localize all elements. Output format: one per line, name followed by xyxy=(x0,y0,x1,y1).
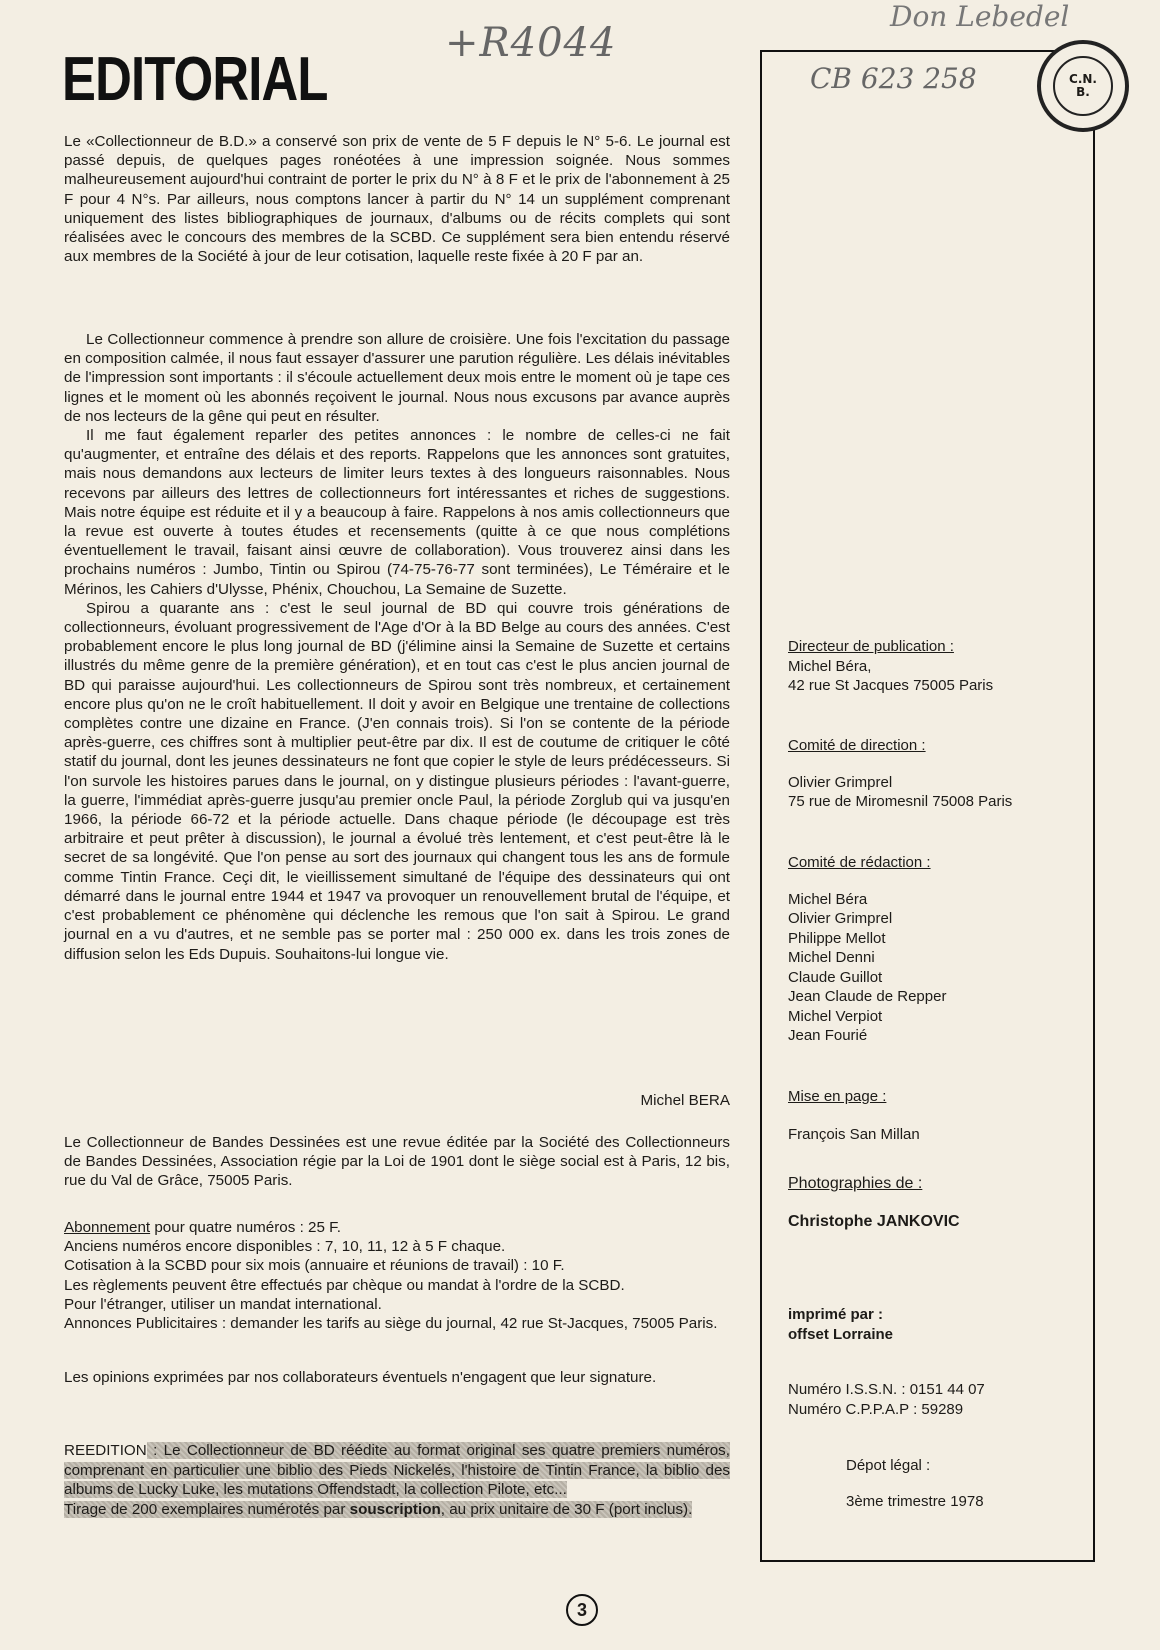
subscription-line: Pour l'étranger, utiliser un mandat international. xyxy=(64,1295,382,1313)
intro-paragraph: Le «Collectionneur de B.D.» a conservé son prix de vente de 5 F depuis le N° 5-6. Le journal est passé depuis, de quelques pages ronéotées à une impression soignée. Nous sommes malheureusement aujourd'hui contraint de porter le prix du N° à 8 F et le prix de l'abonnement à 25 F pour 4 N°s. Par ailleurs, nous comptons lancer à partir du N° 14 un supplément comprenant uniquement des listes bibliographiques de journaux, d'albums ou de récits complets qui sont réalisées avec le concours des membres de la SCBD. Ce supplément sera bien entendu réservé aux membres de la Société à jour de leur cotisation, laquelle reste fixée à 20 F par an. xyxy=(64,133,730,266)
management-committee-name: Olivier Grimprel xyxy=(788,773,893,791)
subscription-price: pour quatre numéros : 25 F. xyxy=(150,1219,341,1236)
committee-member: Michel Béra xyxy=(788,890,868,908)
layout-label: Mise en page : xyxy=(788,1088,887,1105)
reedition-souscription: souscription xyxy=(349,1500,441,1518)
management-committee-section xyxy=(788,736,1012,812)
handwritten-library-code: CB 623 258 xyxy=(810,62,977,95)
committee-member: Michel Denni xyxy=(788,949,875,966)
cppap-number: Numéro C.P.P.A.P : 59289 xyxy=(788,1400,964,1418)
reedition-text: : Le Collectionneur de BD réédite au format original ses quatre premiers numéros, comprenant en particulier une biblio des Pieds Nickelés, l'histoire de Tintin France, la biblio des albums de Lucky Luke, les mutations Offendstadt, la collection Pilote, etc... xyxy=(64,1442,730,1498)
director-section xyxy=(788,637,993,696)
issn-number: Numéro I.S.S.N. : 0151 44 07 xyxy=(788,1381,985,1398)
committee-member: Michel Verpiot xyxy=(788,1007,883,1025)
committee-member: Jean Fourié xyxy=(788,1027,868,1044)
legal-deposit-label: Dépot légal : xyxy=(846,1457,931,1474)
page-number: 3 xyxy=(566,1594,598,1626)
committee-member: Philippe Mellot xyxy=(788,929,886,947)
reedition-notice xyxy=(64,1441,730,1519)
reedition-price: , au prix unitaire de 30 F (port inclus). xyxy=(440,1500,693,1518)
committee-member: Claude Guillot xyxy=(788,968,883,986)
subscription-line: Annonces Publicitaires : demander les tarifs au siège du journal, 42 rue St-Jacques, 75005 Paris. xyxy=(64,1315,718,1333)
subscription-line: Les règlements peuvent être effectués par chèque ou mandat à l'ordre de la SCBD. xyxy=(64,1276,625,1294)
editorial-committee-label: Comité de rédaction : xyxy=(788,854,931,871)
editorial-paragraph: Il me faut également reparler des petites annonces : le nombre de celles-ci ne fait qu'augmenter, et entraîne des délais et des reports. Rappelons que les annonces sont gratuites, mais nous demandons aux lecteurs de limiter leurs textes à des longueurs raisonnables. Nous recevons par ailleurs des lettres de collectionneurs fort intéressantes et riches de suggestions. Mais notre équipe est réduite et il y a beaucoup à faire. Rappelons à nos amis collectionneurs que la revue est ouverte à toutes études et recensements (quitte à ce que nous complétions éventuellement le travail, faisant ainsi œuvre de collaboration). Vous trouverez ainsi dans les prochains numéros : Jumbo, Tintin ou Spirou (74-75-76-77 sont terminées), Le Téméraire et le Mérinos, les Cahiers d'Ulysse, Phénix, Chouchou, La Semaine de Suzette. xyxy=(64,427,730,598)
subscription-line: Anciens numéros encore disponibles : 7, 10, 11, 12 à 5 F chaque. xyxy=(64,1238,506,1256)
handwritten-catalog-number: +R4044 xyxy=(445,20,617,66)
page-title: EDITORIAL xyxy=(62,45,328,114)
director-label: Directeur de publication : xyxy=(788,638,954,655)
editorial-committee-section xyxy=(788,853,946,1046)
editorial-paragraph: Spirou a quarante ans : c'est le seul journal de BD qui couvre trois générations de collectionneurs, évoluant progressivement de l'Age d'Or à la BD Belge au cours des années. C'est probablement encore le plus long journal de BD (j'élimine ainsi la Semaine de Suzette et certains illustrés du même genre de la première génération), et en tout cas c'est le plus ancien journal de BD qui paraisse aujourd'hui. Les collectionneurs de Spirou sont très nombreux, et certainement encore plus qu'on ne le croît habituellement. Il doit y avoir en Belgique une trentaine de collections complètes contre une dizaine en France. (J'en connais trois). Si l'on se contente de la période après-guerre, ces chiffres sont à multiplier peut-être par dix. Il est de coutume de critiquer le côté statif du journal, dont les jeunes dessinateurs ne font que copier le style de leurs prédécesseurs. Si l'on survole les histoires parues dans le journal, on y distingue plusieurs périodes : l'avant-guerre, la guerre, l'immédiat après-guerre jusqu'au premier oncle Paul, la période Zorglub qui va jusqu'en 1966, la période 66-72 et la période actuelle. Dans chaque période (le découpage est très arbitraire et peut prêter à discussion), le journal a évolué très lentement, et c'est peut-être là le secret de sa longévité. Que l'on pense au sort des journaux qui changent tous les ans de formule comme Tintin France. Ceçi dit, le vieillissement simultané de l'équipe des dessinateurs qui ont démarré dans le journal entre 1944 et 1947 va provoquer un renouvellement brutal de l'équipe, et c'est probablement ce phénomène qui déclenche les remous que l'on sait à Spirou. Le grand journal en a vu d'autres, et ne semble pas se porter mal : 250 000 ex. dans les trois zones de diffusion selon les Eds Dupuis. Souhaitons-lui longue vie. xyxy=(64,599,730,963)
society-paragraph: Le Collectionneur de Bandes Dessinées est une revue éditée par la Société des Collectionneurs de Bandes Dessinées, Association régie par la Loi de 1901 dont le siège social est à Paris, 12 bis, rue du Val de Grâce, 75005 Paris. xyxy=(64,1134,730,1190)
management-committee-label: Comité de direction : xyxy=(788,737,926,754)
editorial-body xyxy=(64,330,730,964)
management-committee-address: 75 rue de Miromesnil 75008 Paris xyxy=(788,793,1013,810)
layout-name: François San Millan xyxy=(788,1125,920,1143)
committee-member: Olivier Grimprel xyxy=(788,910,893,927)
photography-section xyxy=(788,1174,960,1231)
library-stamp: C.N. B. xyxy=(1037,40,1129,132)
author-signature: Michel BERA xyxy=(640,1092,730,1109)
committee-member: Jean Claude de Repper xyxy=(788,988,947,1005)
director-address: 42 rue St Jacques 75005 Paris xyxy=(788,677,994,694)
legal-deposit xyxy=(788,1440,984,1511)
handwritten-donor-note: Don Lebedel xyxy=(890,0,1070,33)
reedition-tirage: Tirage de 200 exemplaires numérotés par xyxy=(64,1500,350,1518)
subscription-info xyxy=(64,1218,730,1333)
director-name: Michel Béra, xyxy=(788,657,872,675)
legal-deposit-value: 3ème trimestre 1978 xyxy=(846,1492,984,1510)
subscription-label: Abonnement xyxy=(64,1219,151,1236)
printer-label: imprimé par : xyxy=(788,1306,884,1323)
printer-name: offset Lorraine xyxy=(788,1325,894,1343)
printer-section xyxy=(788,1305,893,1344)
registration-numbers xyxy=(788,1380,985,1419)
disclaimer: Les opinions exprimées par nos collaborateurs éventuels n'engagent que leur signature. xyxy=(64,1369,657,1386)
reedition-label: REEDITION xyxy=(64,1442,147,1459)
photography-name: Christophe JANKOVIC xyxy=(788,1212,960,1230)
editorial-committee-list xyxy=(788,890,946,1046)
editorial-paragraph: Le Collectionneur commence à prendre son allure de croisière. Une fois l'excitation du passage en composition calmée, il nous faut essayer d'assurer une parution régulière. Les délais inévitables de l'impression sont importants : il s'écoule actuellement deux mois entre le moment où je tape ces lignes et le moment où les abonnés reçoivent le journal. Nous nous excusons par avance auprès de nos lecteurs de la gêne qui peut en résulter. xyxy=(64,331,730,425)
layout-section xyxy=(788,1087,920,1144)
photography-label: Photographies de : xyxy=(788,1175,923,1192)
subscription-line: Cotisation à la SCBD pour six mois (annuaire et réunions de travail) : 10 F. xyxy=(64,1257,565,1275)
